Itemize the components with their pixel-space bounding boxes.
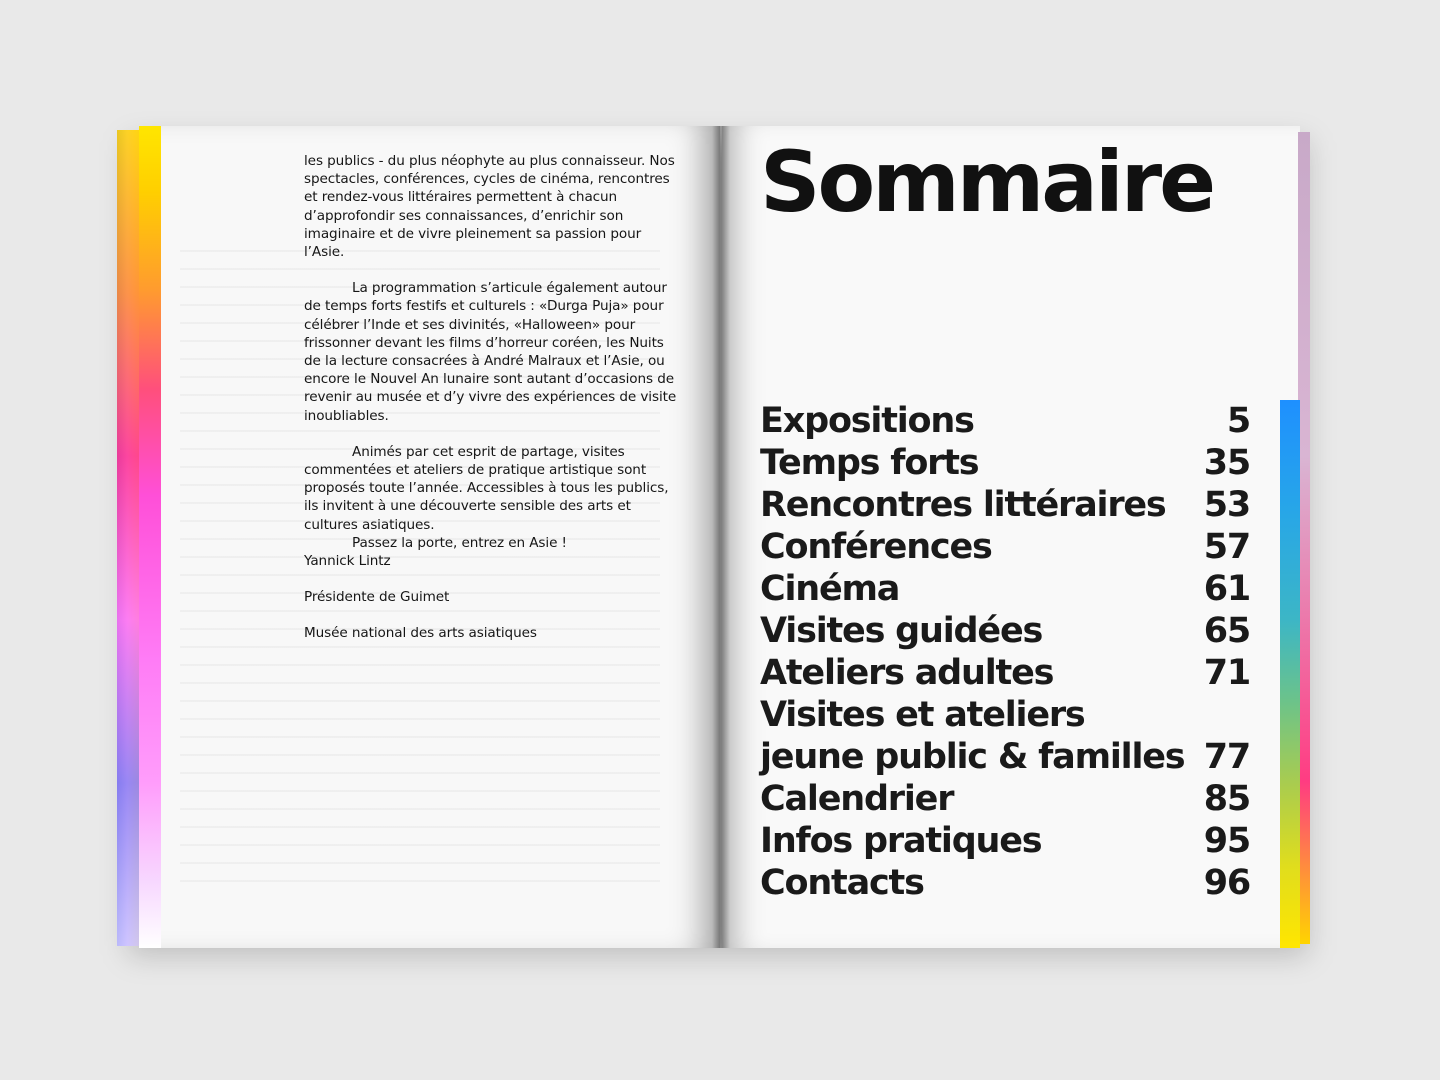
gradient-section-tab xyxy=(1280,400,1300,948)
toc-item[interactable] xyxy=(760,652,1250,694)
toc-item-label: Infos pratiques xyxy=(760,821,1042,861)
toc-item[interactable] xyxy=(760,610,1250,652)
toc-item[interactable] xyxy=(760,442,1250,484)
toc-item-page: 85 xyxy=(1203,779,1250,819)
signature-institution: Musée national des arts asiatiques xyxy=(304,625,537,642)
book-gutter xyxy=(712,126,730,948)
toc-item-label: Conférences xyxy=(760,527,992,567)
toc-item-page: 53 xyxy=(1203,485,1250,525)
toc-item-page: 61 xyxy=(1203,569,1250,609)
toc-item[interactable] xyxy=(760,526,1250,568)
toc-item-label: Contacts xyxy=(760,863,924,903)
page-title: Sommaire xyxy=(760,133,1214,231)
toc-item-page: 65 xyxy=(1203,611,1250,651)
toc-item[interactable] xyxy=(760,736,1250,778)
toc-item-page: 96 xyxy=(1203,863,1250,903)
toc-item-label: Expositions xyxy=(760,401,974,441)
toc-item-label: Calendrier xyxy=(760,779,954,819)
toc-item-label: Rencontres littéraires xyxy=(760,485,1166,525)
intro-paragraph-2: La programmation s’articule également autour de temps forts festifs et culturels : «Durga Puja» pour célébrer l’Inde et ses divinités, «Halloween» pour frissonner devant les films d’horreur coréen, les Nuits de la lecture consacrées à André Malraux et l’Asie, ou encore le Nouvel An lunaire sont autant d’occasions de revenir au musée et d’y vivre des expériences de visite inoubliables. xyxy=(304,280,677,424)
intro-closing-line: Passez la porte, entrez en Asie ! xyxy=(352,534,567,551)
toc-item-label: Temps forts xyxy=(760,443,979,483)
introduction-text xyxy=(304,152,684,661)
toc-item-label: Cinéma xyxy=(760,569,900,609)
toc-item-page: 5 xyxy=(1226,401,1250,441)
toc-item-page: 71 xyxy=(1203,653,1250,693)
toc-item-label: Visites guidées xyxy=(760,611,1043,651)
toc-item[interactable] xyxy=(760,778,1250,820)
left-color-edge xyxy=(139,126,161,948)
toc-item[interactable] xyxy=(760,484,1250,526)
toc-item[interactable] xyxy=(760,400,1250,442)
toc-item[interactable] xyxy=(760,568,1250,610)
toc-item-page: 57 xyxy=(1203,527,1250,567)
toc-item-page: 95 xyxy=(1203,821,1250,861)
toc-item-page: 77 xyxy=(1203,737,1250,777)
toc-item-label: Visites et ateliers xyxy=(760,695,1085,735)
toc-item-label: Ateliers adultes xyxy=(760,653,1054,693)
toc-item[interactable] xyxy=(760,862,1250,904)
signature-name: Yannick Lintz xyxy=(304,553,391,570)
toc-item[interactable] xyxy=(760,820,1250,862)
intro-paragraph-1: les publics - du plus néophyte au plus connaisseur. Nos spectacles, conférences, cycles de cinéma, rencontres et rendez-vous littéraires permettent à chacun d’approfondir ses connaissances, d’enrichir son imaginaire et de vivre pleinement sa passion pour l’Asie. xyxy=(304,153,675,261)
toc-item[interactable] xyxy=(760,694,1250,736)
signature-block xyxy=(304,552,684,643)
signature-role: Présidente de Guimet xyxy=(304,589,450,606)
toc-item-label: jeune public & familles xyxy=(760,737,1185,777)
toc-item-page: 35 xyxy=(1203,443,1250,483)
table-of-contents xyxy=(760,400,1250,904)
intro-paragraph-3: Animés par cet esprit de partage, visites commentées et ateliers de pratique artistique sont proposés toute l’année. Accessibles à tous les publics, ils invitent à une découverte sensible des arts et cultures asiatiques. xyxy=(304,443,669,533)
